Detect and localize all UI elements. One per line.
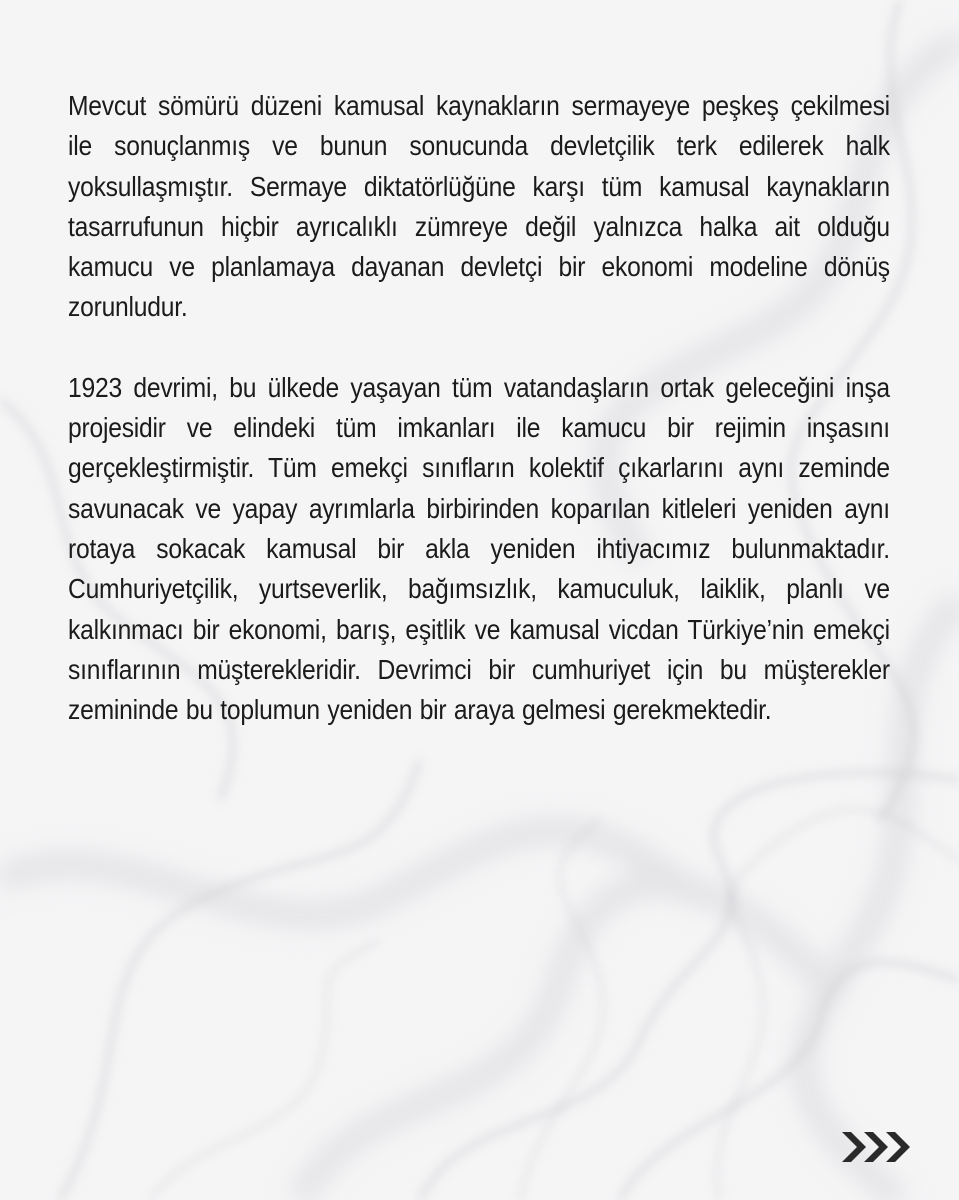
paragraph-1: Mevcut sömürü düzeni kamusal kaynakların sermayeye peşkeş çekilmesi ile sonuçlanmış ve bunun sonucunda devletçilik terk edilerek halk yoksullaşmıştır. Sermaye diktatörlüğüne karşı tüm kamusal kaynakların tasarrufunun hiçbir ayrıcalıklı zümreye değil yalnızca halka ait olduğu kamucu ve planlamaya dayanan devletçi bir ekonomi modeline dönüş zorunludur.: [68, 90, 890, 323]
next-page-arrows-icon[interactable]: [842, 1130, 912, 1164]
text-content: [68, 86, 890, 730]
paragraph-2: 1923 devrimi, bu ülkede yaşayan tüm vatandaşların ortak geleceğini inşa projesidir ve elindeki tüm imkanları ile kamucu bir rejimin inşasını gerçekleştirmiştir. Tüm emekçi sınıfların kolektif çıkarlarını aynı zeminde savunacak ve yapay ayrımlarla birbirinden koparılan kitleleri yeniden aynı rotaya sokacak kamusal bir akla yeniden ihtiyacımız bulunmaktadır. Cumhuriyetçilik, yurtseverlik, bağımsızlık, kamuculuk, laiklik, planlı ve kalkınmacı bir ekonomi, barış, eşitlik ve kamusal vicdan Türkiye’nin emekçi sınıflarının müşterekleridir. Devrimci bir cumhuriyet için bu müşterekler zemininde bu toplumun yeniden bir araya gelmesi gerekmektedir.: [68, 371, 890, 726]
